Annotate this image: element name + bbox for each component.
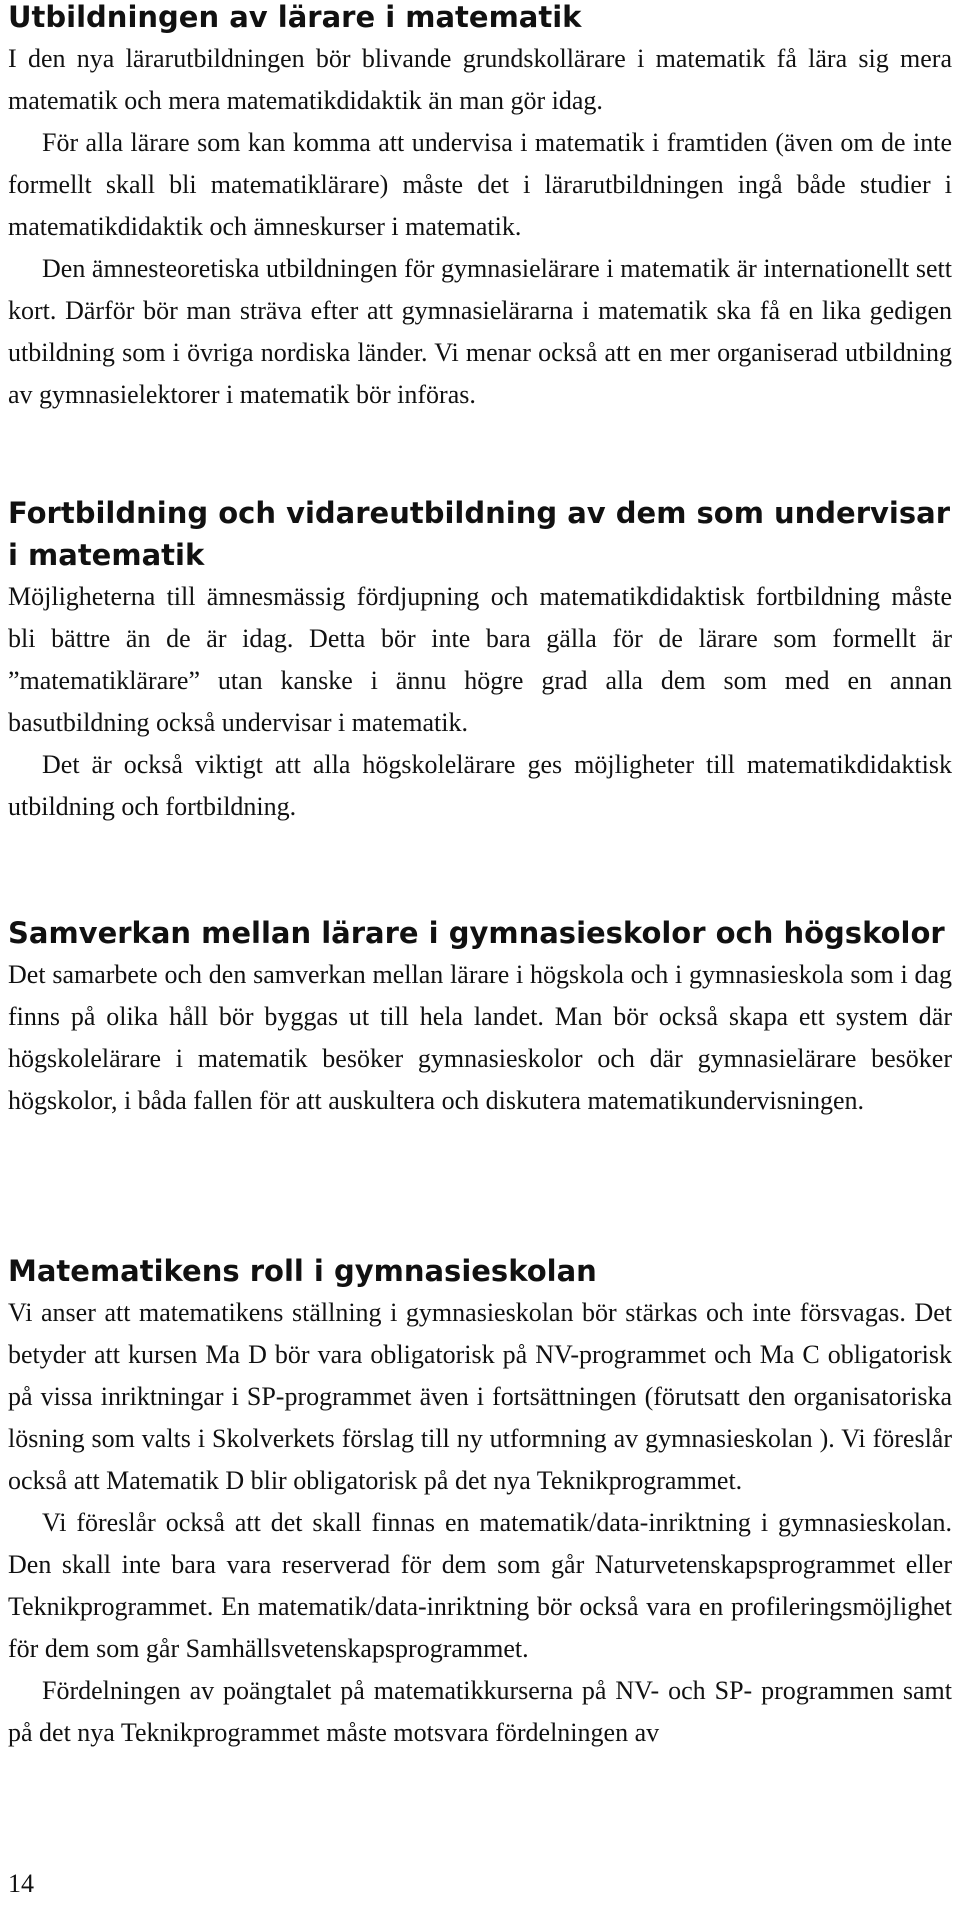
section-collaboration (8, 912, 952, 1122)
paragraph: Fördelningen av poängtalet på matematikkurserna på NV- och SP- programmen samt på det nya Teknikprogrammet måste motsvara fördelningen av (8, 1676, 952, 1747)
section-teacher-education (8, 0, 952, 416)
section-heading: Utbildningen av lärare i matematik (8, 0, 582, 34)
section-continuing-education (8, 492, 952, 828)
paragraph: Det samarbete och den samverkan mellan lärare i högskola och i gymnasieskola som i dag finns på olika håll bör byggas ut till hela landet. Man bör också skapa ett system där högskolelärare i matematik besöker gymnasieskolor och där gymnasielärare besöker högskolor, i båda fallen för att auskultera och diskutera matematikundervisningen. (8, 960, 952, 1115)
paragraph: Vi anser att matematikens ställning i gymnasieskolan bör stärkas och inte försvagas. Det betyder att kursen Ma D bör vara obligatorisk på NV-programmet och Ma C obligatorisk på vissa inriktningar i SP-programmet även i fortsättningen (förutsatt den organisatoriska lösning som valts i Skolverkets förslag till ny utformning av gymnasieskolan ). Vi föreslår också att Matematik D blir obligatorisk på det nya Teknikprogrammet. (8, 1298, 952, 1495)
paragraph: Möjligheterna till ämnesmässig fördjupning och matematikdidaktisk fortbildning måste bli bättre än de är idag. Detta bör inte bara gälla för de lärare som formellt är ”matematiklärare” utan kanske i ännu högre grad alla dem som med en annan basutbildning också undervisar i matematik. (8, 582, 952, 737)
paragraph: I den nya lärarutbildningen bör blivande grundskollärare i matematik få lära sig mera matematik och mera matematikdidaktik än man gör idag. (8, 44, 952, 115)
paragraph: För alla lärare som kan komma att undervisa i matematik i framtiden (även om de inte formellt skall bli matematiklärare) måste det i lärarutbildningen ingå både studier i matematikdidaktik och ämneskurser i matematik. (8, 128, 952, 241)
paragraph: Det är också viktigt att alla högskolelärare ges möjligheter till matematikdidaktisk utbildning och fortbildning. (8, 750, 952, 821)
section-heading: Fortbildning och vidareutbildning av dem som undervisar i matematik (8, 496, 951, 572)
section-mathematics-role (8, 1250, 952, 1754)
paragraph: Den ämnesteoretiska utbildningen för gymnasielärare i matematik är internationellt sett kort. Därför bör man sträva efter att gymnasielärarna i matematik ska få en lika gedigen utbildning som i övriga nordiska länder. Vi menar också att en mer organiserad utbildning av gymnasielektorer i matematik bör införas. (8, 254, 952, 409)
paragraph: Vi föreslår också att det skall finnas en matematik/data-inriktning i gymnasieskolan. Den skall inte bara vara reserverad för dem som går Naturvetenskapsprogrammet eller Teknikprogrammet. En matematik/data-inriktning bör också vara en profileringsmöjlighet för dem som går Samhällsvetenskapsprogrammet. (8, 1508, 952, 1663)
section-heading: Samverkan mellan lärare i gymnasieskolor och högskolor (8, 916, 945, 950)
section-heading: Matematikens roll i gymnasieskolan (8, 1254, 597, 1288)
page-number: 14 (8, 1869, 34, 1898)
